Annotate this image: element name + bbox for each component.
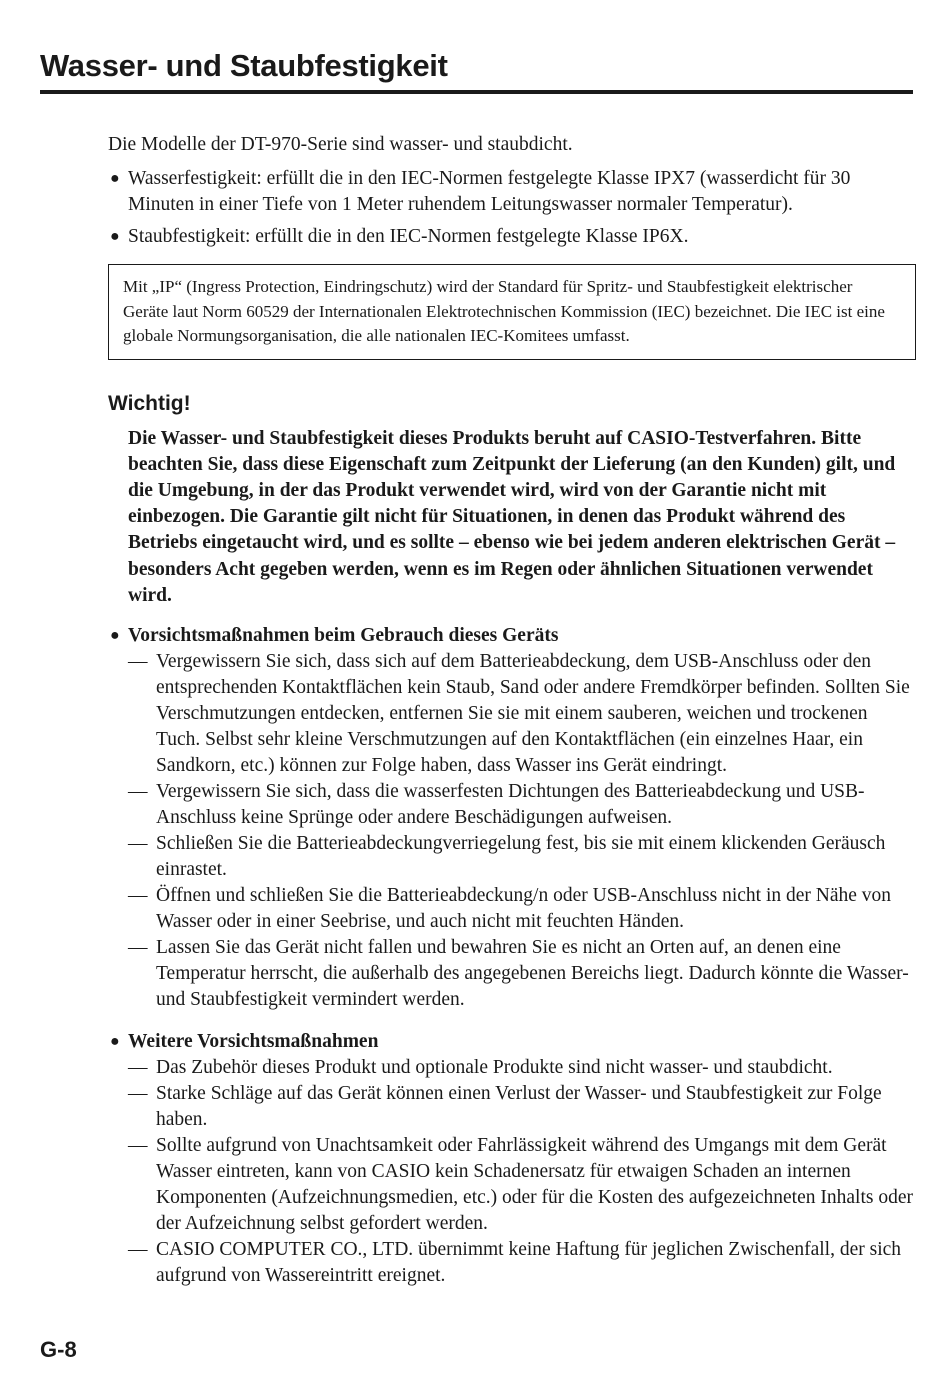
section-heading-text: Vorsichtsmaßnahmen beim Gebrauch dieses Geräts bbox=[128, 624, 559, 646]
list-item-text: Schließen Sie die Batterieabdeckungverriegelung fest, bis sie mit einem klickenden Geräusch einrastet. bbox=[156, 832, 886, 880]
precautions-use-heading bbox=[108, 623, 916, 649]
precautions-other-heading bbox=[108, 1029, 916, 1055]
bullet-dot-icon: ● bbox=[110, 170, 120, 187]
em-dash-marker: — bbox=[128, 1056, 148, 1078]
page-title: Wasser- und Staubfestigkeit bbox=[40, 46, 913, 94]
list-item-text: Das Zubehör dieses Produkt und optionale Produkte sind nicht wasser- und staubdicht. bbox=[156, 1056, 833, 1078]
important-heading: Wichtig! bbox=[108, 391, 191, 415]
bullet-text: Staubfestigkeit: erfüllt die in den IEC-Normen festgelegte Klasse IP6X. bbox=[128, 226, 689, 247]
list-item bbox=[108, 1081, 916, 1133]
em-dash-marker: — bbox=[128, 1238, 148, 1260]
em-dash-marker: — bbox=[128, 780, 148, 802]
list-item bbox=[108, 1237, 916, 1289]
important-text: Die Wasser- und Staubfestigkeit dieses Produkts beruht auf CASIO-Testverfahren. Bitte beachten Sie, dass diese Eigenschaft zum Zeitpunkt der Lieferung (an den Kunden) gilt, und die Umgebung, in der das Produkt verwendet wird, wird von der Garantie nicht mit einbezogen. Die Garantie gilt nicht für Situationen, in denen das Produkt während des Betriebs eingetaucht wird, und es sollte – ebenso wie bei jedem anderen elektrischen Gerät – besonders Acht gegeben werden, wenn es im Regen oder ähnlichen Situationen verwendet wird. bbox=[128, 427, 896, 606]
list-item-text: Lassen Sie das Gerät nicht fallen und bewahren Sie es nicht an Orten auf, an denen eine Temperatur herrscht, die außerhalb des angegebenen Bereichs liegt. Dadurch könnte die Wasser- und Staubfestigkeit vermindert werden. bbox=[156, 936, 909, 1010]
em-dash-marker: — bbox=[128, 1134, 148, 1156]
list-item bbox=[108, 1133, 916, 1237]
bullet-dust-resistance bbox=[108, 224, 916, 250]
bullet-dot-icon: ● bbox=[110, 626, 120, 644]
ip-note-box: Mit „IP“ (Ingress Protection, Eindringschutz) wird der Standard für Spritz- und Staubfestigkeit elektrischer Geräte laut Norm 60529 der Internationalen Elektrotechnischen Kommission (IEC) bezeichnet. Die IEC ist eine globale Normungsorganisation, die alle nationalen IEC-Komitees umfasst. bbox=[108, 264, 916, 360]
list-item bbox=[108, 779, 916, 831]
bullet-dot-icon: ● bbox=[110, 1032, 120, 1050]
list-item-text: CASIO COMPUTER CO., LTD. übernimmt keine Haftung für jeglichen Zwischenfall, der sich aufgrund von Wassereintritt ereignet. bbox=[156, 1238, 902, 1286]
list-item bbox=[108, 1055, 916, 1081]
list-item bbox=[108, 883, 916, 935]
intro-text: Die Modelle der DT-970-Serie sind wasser- und staubdicht. bbox=[108, 134, 573, 155]
precautions-use-section bbox=[108, 623, 916, 1013]
em-dash-marker: — bbox=[128, 884, 148, 906]
list-item bbox=[108, 935, 916, 1013]
page-number: G-8 bbox=[40, 1337, 77, 1362]
list-item-text: Öffnen und schließen Sie die Batterieabdeckung/n oder USB-Anschluss nicht in der Nähe von Wasser oder in einer Seebrise, und auch nicht mit feuchten Händen. bbox=[156, 884, 892, 932]
em-dash-marker: — bbox=[128, 936, 148, 958]
bullet-text: Wasserfestigkeit: erfüllt die in den IEC-Normen festgelegte Klasse IPX7 (wasserdicht für 30 Minuten in einer Tiefe von 1 Meter ruhendem Leitungswasser normaler Temperatur). bbox=[128, 168, 851, 215]
list-item bbox=[108, 831, 916, 883]
em-dash-marker: — bbox=[128, 650, 148, 672]
bullet-water-resistance bbox=[108, 166, 916, 218]
em-dash-marker: — bbox=[128, 832, 148, 854]
precautions-other-section bbox=[108, 1029, 916, 1289]
list-item-text: Starke Schläge auf das Gerät können einen Verlust der Wasser- und Staubfestigkeit zur Folge haben. bbox=[156, 1082, 882, 1130]
list-item-text: Vergewissern Sie sich, dass die wasserfesten Dichtungen des Batterieabdeckung und USB-Anschluss keine Sprünge oder andere Beschädigungen aufweisen. bbox=[156, 780, 865, 828]
page-body bbox=[108, 132, 916, 1289]
em-dash-marker: — bbox=[128, 1082, 148, 1104]
list-item-text: Sollte aufgrund von Unachtsamkeit oder Fahrlässigkeit während des Umgangs mit dem Gerät Wasser eintreten, kann von CASIO kein Schadenersatz für etwaigen Schaden an internen Komponenten (Aufzeichnungsmedien, etc.) oder für die Kosten des aufgezeichneten Inhalts oder der Aufzeichnung selbst gefordert werden. bbox=[156, 1134, 913, 1234]
list-item bbox=[108, 649, 916, 779]
list-item-text: Vergewissern Sie sich, dass sich auf dem Batterieabdeckung, dem USB-Anschluss oder den entsprechenden Kontaktflächen kein Staub, Sand oder andere Fremdkörper befinden. Sollten Sie Verschmutzungen entdecken, entfernen Sie sie mit einem sauberen, weichen und trockenen Tuch. Selbst sehr kleine Verschmutzungen auf den Kontaktflächen (ein einzelnes Haar, ein Sandkorn, etc.) können zur Folge haben, dass Wasser ins Gerät eindringt. bbox=[156, 650, 910, 776]
section-heading-text: Weitere Vorsichtsmaßnahmen bbox=[128, 1030, 379, 1052]
bullet-dot-icon: ● bbox=[110, 228, 120, 245]
